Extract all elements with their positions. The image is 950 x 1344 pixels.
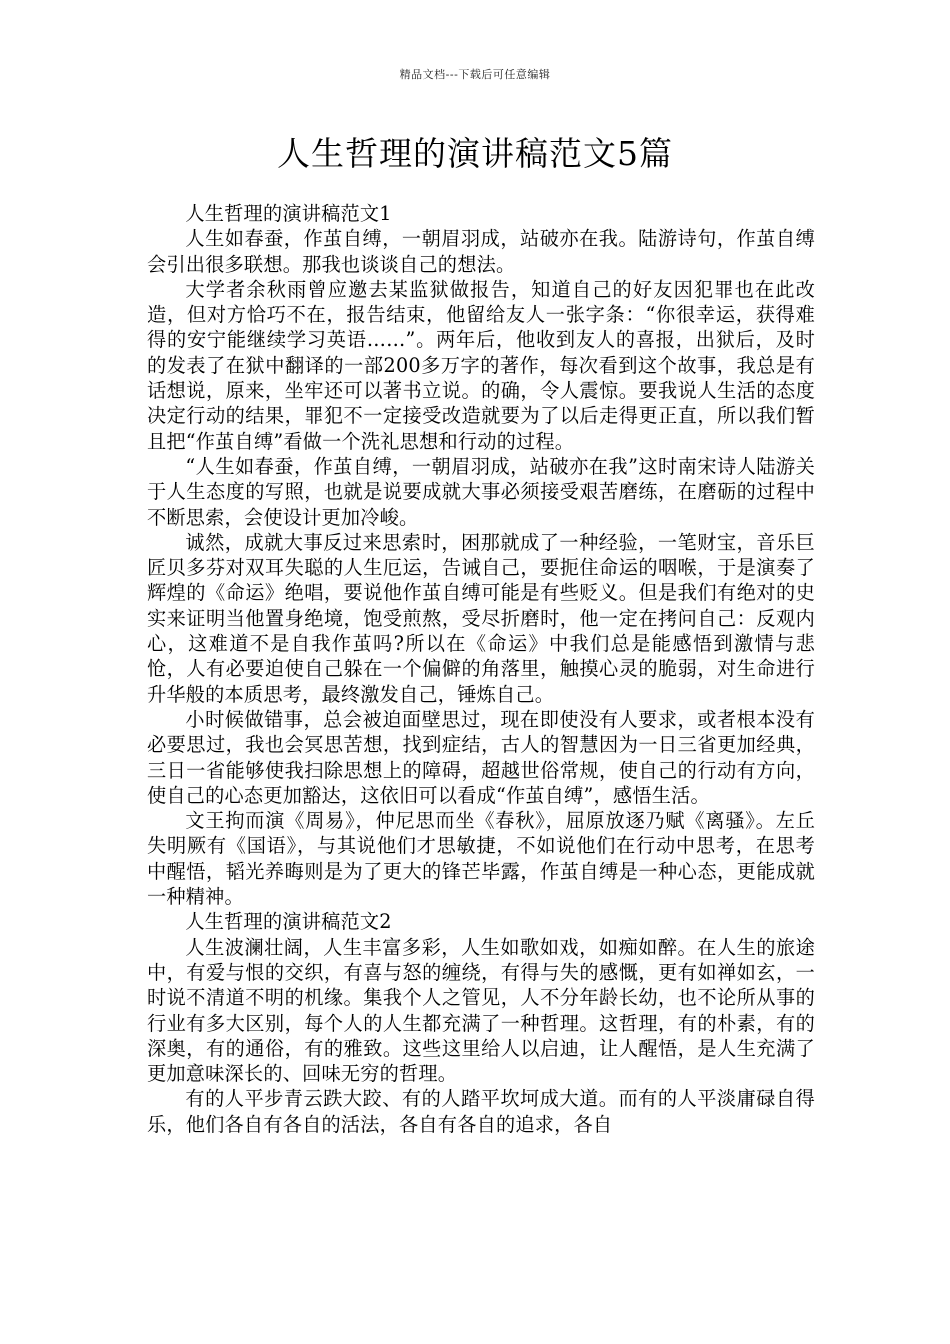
- section-heading-1: 人生哲理的演讲稿范文1: [185, 202, 392, 225]
- paragraph: 有的人平步青云跌大跤、有的人踏平坎坷成大道。而有的人平淡庸碌自得乐，他们各自有各自的活法，各自有各自的追求，各自: [147, 1087, 815, 1136]
- paragraph: “人生如春蚕，作茧自缚，一朝眉羽成，站破亦在我”这时南宋诗人陆游关于人生态度的写照，也就是说要成就大事必须接受艰苦磨练，在磨砺的过程中不断思索，会使设计更加冷峻。: [147, 454, 815, 529]
- section-heading-2: 人生哲理的演讲稿范文2: [185, 910, 392, 934]
- paragraph: 诚然，成就大事反过来思索时，困那就成了一种经验，一笔财宝，音乐巨匠贝多芬对双耳失聪的人生厄运，告诫自己，要扼住命运的咽喉，于是演奏了辉煌的《命运》绝唱，要说他作茧自缚可能是有些贬义。但是我们有绝对的史实来证明当他置身绝境，饱受煎熬，受尽折磨时，他一定在拷问自己：反观内心，这难道不是自我作茧吗?所以在《命运》中我们总是能感悟到激情与悲怆，人有必要迫使自己躲在一个偏僻的角落里，触摸心灵的脆弱，对生命进行升华般的本质思考，最终激发自己，锤炼自己。: [147, 530, 815, 706]
- paragraph: 小时候做错事，总会被迫面壁思过，现在即使没有人要求，或者根本没有必要思过，我也会冥思苦想，找到症结，古人的智慧因为一日三省更加经典，三日一省能够使我扫除思想上的障碍，超越世俗常规，使自己的行动有方向，使自己的心态更加豁达，这依旧可以看成“作茧自缚”，感悟生活。: [147, 707, 815, 807]
- paragraph: 大学者余秋雨曾应邀去某监狱做报告，知道自己的好友因犯罪也在此改造，但对方恰巧不在，报告结束，他留给友人一张字条：“你很幸运，获得难得的安宁能继续学习英语……”。两年后，他收到友人的喜报，出狱后，及时的发表了在狱中翻译的一部200多万字的著作，每次看到这个故事，我总是有话想说，原来，坐牢还可以著书立说。的确，令人震惊。要我说人生活的态度决定行动的结果，罪犯不一定接受改造就要为了以后走得更正直，所以我们暂且把“作茧自缚”看做一个洗礼思想和行动的过程。: [147, 277, 815, 453]
- paragraph: 人生波澜壮阔，人生丰富多彩，人生如歌如戏，如痴如醉。在人生的旅途中，有爱与恨的交织，有喜与怒的缠绕，有得与失的感慨，更有如禅如玄，一时说不清道不明的机缘。集我个人之管见，人不分年龄长幼，也不论所从事的行业有多大区别，每个人的人生都充满了一种哲理。这哲理，有的朴素，有的深奥，有的通俗，有的雅致。这些这里给人以启迪，让人醒悟，是人生充满了更加意味深长的、回味无穷的哲理。: [147, 935, 815, 1086]
- paragraph: 人生如春蚕，作茧自缚，一朝眉羽成，站破亦在我。陆游诗句，作茧自缚会引出很多联想。那我也谈谈自己的想法。: [147, 227, 815, 276]
- header-note: 精品文档---下载后可任意编辑: [399, 68, 551, 81]
- document-body: [147, 201, 815, 1137]
- document-title: 人生哲理的演讲稿范文5篇: [277, 134, 673, 173]
- paragraph: 文王拘而演《周易》，仲尼思而坐《春秋》，屈原放逐乃赋《离骚》。左丘失明厥有《国语》，与其说他们才思敏捷，不如说他们在行动中思考，在思考中醒悟，韬光养晦则是为了更大的锋芒毕露，作茧自缚是一种心态，更能成就一种精神。: [147, 809, 815, 909]
